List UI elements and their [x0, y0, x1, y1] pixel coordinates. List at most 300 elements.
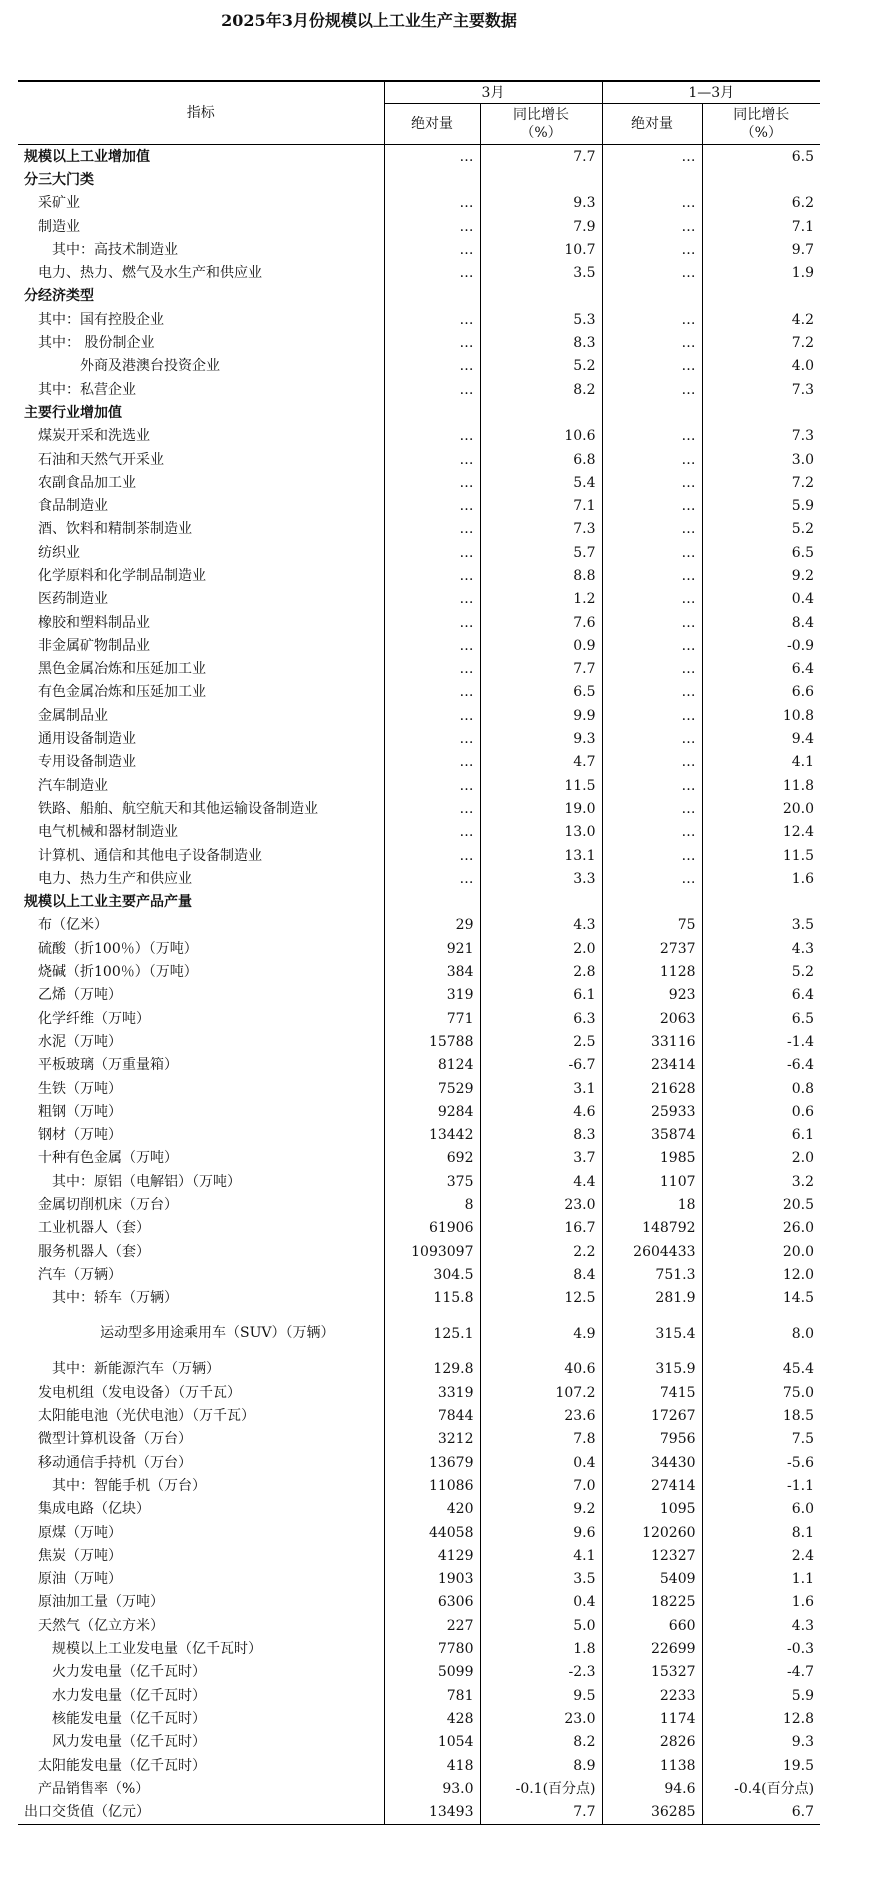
row-label: 产品销售率（%） [38, 1780, 150, 1797]
march-growth-value: 4.4 [480, 1170, 602, 1193]
ytd-absolute-value: … [602, 727, 702, 750]
row-label: 非金属矿物制品业 [38, 637, 150, 654]
ytd-growth-value: 5.2 [702, 518, 820, 541]
table-row [18, 681, 820, 704]
march-growth-value: 7.8 [480, 1428, 602, 1451]
table-row [18, 1521, 820, 1544]
ytd-growth-value: 0.6 [702, 1100, 820, 1123]
march-growth-value: 8.3 [480, 1123, 602, 1146]
table-row [18, 960, 820, 983]
march-absolute-value: … [384, 518, 480, 541]
table-row [18, 1310, 820, 1358]
march-absolute-value: 93.0 [384, 1777, 480, 1800]
march-growth-value: 40.6 [480, 1358, 602, 1381]
row-label: 太阳能发电量（亿千瓦时） [38, 1757, 206, 1774]
row-label: 规模以上工业主要产品产量 [24, 894, 192, 911]
ytd-growth-value: 6.5 [702, 1007, 820, 1030]
march-growth-header [480, 104, 602, 145]
ytd-growth-value: 3.2 [702, 1170, 820, 1193]
ytd-growth-value: 6.5 [702, 541, 820, 564]
march-absolute-value: … [384, 751, 480, 774]
march-absolute-value: … [384, 727, 480, 750]
march-growth-value: 2.2 [480, 1240, 602, 1263]
ytd-absolute-value: 7956 [602, 1428, 702, 1451]
table-row [18, 588, 820, 611]
table-row [18, 285, 820, 308]
ytd-growth-value: 7.2 [702, 471, 820, 494]
table-row [18, 1428, 820, 1451]
ytd-growth-value: 3.5 [702, 914, 820, 937]
march-growth-value: 4.9 [480, 1310, 602, 1358]
ytd-growth-value: 2.0 [702, 1147, 820, 1170]
row-label: 石油和天然气开采业 [38, 451, 164, 468]
table-row [18, 1358, 820, 1381]
march-absolute-value: … [384, 797, 480, 820]
ytd-absolute-value: … [602, 425, 702, 448]
march-growth-value: 9.5 [480, 1684, 602, 1707]
march-absolute-value: … [384, 681, 480, 704]
ytd-absolute-value: … [602, 821, 702, 844]
march-growth-value: 8.3 [480, 331, 602, 354]
table-row [18, 331, 820, 354]
table-row [18, 1637, 820, 1660]
row-label: 其中：高技术制造业 [52, 241, 178, 258]
march-absolute-value: 15788 [384, 1030, 480, 1053]
march-absolute-value: 3212 [384, 1428, 480, 1451]
row-label: 火力发电量（亿千瓦时） [52, 1664, 206, 1681]
march-growth-value: 8.2 [480, 1731, 602, 1754]
table-row [18, 1054, 820, 1077]
ytd-growth-value: -4.7 [702, 1661, 820, 1684]
row-label: 计算机、通信和其他电子设备制造业 [38, 847, 262, 864]
ytd-absolute-value: 27414 [602, 1474, 702, 1497]
march-absolute-value: 692 [384, 1147, 480, 1170]
ytd-absolute-value: … [602, 634, 702, 657]
table-row [18, 867, 820, 890]
table-row [18, 1661, 820, 1684]
ytd-growth-value: 9.7 [702, 238, 820, 261]
march-absolute-value: 304.5 [384, 1263, 480, 1286]
march-growth-value: 8.9 [480, 1754, 602, 1777]
march-growth-value: 0.9 [480, 634, 602, 657]
ytd-absolute-value: … [602, 774, 702, 797]
table-row [18, 1474, 820, 1497]
row-label: 主要行业增加值 [24, 404, 122, 421]
row-label: 其中： 股份制企业 [38, 335, 155, 352]
row-label: 平板玻璃（万重量箱） [38, 1057, 178, 1074]
table-body [18, 145, 820, 1825]
march-growth-value: 4.6 [480, 1100, 602, 1123]
march-absolute-value: … [384, 425, 480, 448]
ytd-growth-value: 3.0 [702, 448, 820, 471]
row-label: 布（亿米） [38, 917, 108, 934]
march-absolute-value: 9284 [384, 1100, 480, 1123]
table-row [18, 1707, 820, 1730]
march-absolute-value: … [384, 821, 480, 844]
row-label: 乙烯（万吨） [38, 987, 122, 1004]
ytd-growth-value: 4.2 [702, 308, 820, 331]
march-absolute-value: 7844 [384, 1404, 480, 1427]
row-label: 移动通信手持机（万台） [38, 1454, 192, 1471]
march-absolute-value: … [384, 658, 480, 681]
table-row [18, 425, 820, 448]
ytd-absolute-header: 绝对量 [602, 104, 702, 145]
table-row [18, 541, 820, 564]
march-absolute-value: … [384, 145, 480, 169]
march-absolute-value: … [384, 541, 480, 564]
row-label: 电力、热力、燃气及水生产和供应业 [38, 265, 262, 282]
march-header: 3月 [384, 81, 602, 104]
table-row [18, 215, 820, 238]
march-absolute-value: … [384, 611, 480, 634]
ytd-growth-value: 26.0 [702, 1217, 820, 1240]
ytd-growth-value: 12.4 [702, 821, 820, 844]
row-label: 其中：原铝（电解铝）（万吨） [52, 1173, 241, 1190]
ytd-growth-value: 6.4 [702, 984, 820, 1007]
march-growth-value: 7.7 [480, 145, 602, 169]
table-row [18, 564, 820, 587]
march-growth-value: 107.2 [480, 1381, 602, 1404]
row-label: 生铁（万吨） [38, 1080, 122, 1097]
march-growth-value: 19.0 [480, 797, 602, 820]
march-growth-value: 10.6 [480, 425, 602, 448]
table-row [18, 984, 820, 1007]
march-growth-value: 7.9 [480, 215, 602, 238]
table-row [18, 1287, 820, 1310]
row-label: 其中：智能手机（万台） [52, 1477, 206, 1494]
ytd-growth-value: 6.0 [702, 1498, 820, 1521]
ytd-growth-value: 6.7 [702, 1800, 820, 1824]
march-absolute-value [384, 168, 480, 191]
table-row [18, 1544, 820, 1567]
march-growth-value: 6.1 [480, 984, 602, 1007]
ytd-growth-value: 5.9 [702, 494, 820, 517]
march-growth-value: 3.1 [480, 1077, 602, 1100]
march-absolute-value: 13679 [384, 1451, 480, 1474]
ytd-growth-value: 8.1 [702, 1521, 820, 1544]
march-growth-value: 5.3 [480, 308, 602, 331]
march-growth-value: 8.8 [480, 564, 602, 587]
ytd-absolute-value: 1174 [602, 1707, 702, 1730]
march-absolute-value [384, 401, 480, 424]
ytd-absolute-value: 751.3 [602, 1263, 702, 1286]
ytd-growth-value: 1.9 [702, 261, 820, 284]
ytd-absolute-value: … [602, 541, 702, 564]
ytd-growth-value: 4.3 [702, 937, 820, 960]
ytd-growth-value: 20.5 [702, 1193, 820, 1216]
row-label: 十种有色金属（万吨） [38, 1150, 178, 1167]
march-absolute-value: 8 [384, 1193, 480, 1216]
march-growth-value: 7.7 [480, 658, 602, 681]
ytd-absolute-value: … [602, 867, 702, 890]
march-growth-value: 5.4 [480, 471, 602, 494]
ytd-growth-value: 7.3 [702, 425, 820, 448]
table-row [18, 1147, 820, 1170]
ytd-absolute-value: 2604433 [602, 1240, 702, 1263]
ytd-growth-value [702, 401, 820, 424]
march-growth-value: -6.7 [480, 1054, 602, 1077]
march-absolute-value: … [384, 704, 480, 727]
ytd-growth-value: 12.8 [702, 1707, 820, 1730]
table-row [18, 1030, 820, 1053]
march-absolute-value: … [384, 774, 480, 797]
march-growth-value: 10.7 [480, 238, 602, 261]
ytd-growth-value: 8.4 [702, 611, 820, 634]
march-absolute-value: … [384, 261, 480, 284]
ytd-absolute-value: … [602, 261, 702, 284]
march-absolute-value: … [384, 844, 480, 867]
march-growth-value: 9.6 [480, 1521, 602, 1544]
ytd-absolute-value: … [602, 145, 702, 169]
march-growth-value: 3.7 [480, 1147, 602, 1170]
table-row [18, 448, 820, 471]
march-absolute-value: 13493 [384, 1800, 480, 1824]
row-label: 其中：国有控股企业 [38, 311, 164, 328]
march-growth-value: 13.0 [480, 821, 602, 844]
row-label: 其中：私营企业 [38, 381, 136, 398]
ytd-absolute-value: 1138 [602, 1754, 702, 1777]
march-absolute-value: 11086 [384, 1474, 480, 1497]
ytd-growth-value: 9.4 [702, 727, 820, 750]
growth-header-line2: （%） [520, 125, 562, 141]
march-growth-value: 16.7 [480, 1217, 602, 1240]
row-label: 水泥（万吨） [38, 1033, 122, 1050]
row-label: 有色金属冶炼和压延加工业 [38, 684, 206, 701]
ytd-absolute-value: 12327 [602, 1544, 702, 1567]
march-growth-value: -0.1(百分点) [480, 1777, 602, 1800]
table-row [18, 238, 820, 261]
ytd-absolute-value: … [602, 681, 702, 704]
march-absolute-value: … [384, 588, 480, 611]
ytd-growth-value: 18.5 [702, 1404, 820, 1427]
march-absolute-value: 4129 [384, 1544, 480, 1567]
march-growth-value: 3.5 [480, 261, 602, 284]
row-label: 服务机器人（套） [38, 1243, 150, 1260]
march-absolute-value: … [384, 355, 480, 378]
table-row [18, 611, 820, 634]
table-row [18, 1731, 820, 1754]
table-row [18, 1100, 820, 1123]
ytd-absolute-value: 22699 [602, 1637, 702, 1660]
row-label: 焦炭（万吨） [38, 1547, 122, 1564]
march-growth-value: 7.0 [480, 1474, 602, 1497]
ytd-absolute-value: … [602, 471, 702, 494]
ytd-growth-value [702, 285, 820, 308]
ytd-absolute-value: 2063 [602, 1007, 702, 1030]
table-row [18, 727, 820, 750]
ytd-growth-value: 75.0 [702, 1381, 820, 1404]
ytd-absolute-value: 1128 [602, 960, 702, 983]
row-label: 采矿业 [38, 195, 80, 212]
row-label: 黑色金属冶炼和压延加工业 [38, 661, 206, 678]
march-growth-value: 3.5 [480, 1568, 602, 1591]
march-growth-value: 4.3 [480, 914, 602, 937]
ytd-absolute-value: … [602, 355, 702, 378]
ytd-absolute-value: … [602, 238, 702, 261]
industrial-data-table [18, 80, 820, 1825]
march-growth-value: 9.3 [480, 192, 602, 215]
march-absolute-value: … [384, 564, 480, 587]
ytd-absolute-value: 33116 [602, 1030, 702, 1053]
march-absolute-value: … [384, 634, 480, 657]
march-absolute-value: 5099 [384, 1661, 480, 1684]
ytd-growth-value: 4.3 [702, 1614, 820, 1637]
row-label: 集成电路（亿块） [38, 1501, 150, 1518]
ytd-growth-value [702, 891, 820, 914]
ytd-absolute-value: 148792 [602, 1217, 702, 1240]
row-label: 汽车（万辆） [38, 1266, 122, 1283]
growth-header-line2: （%） [740, 125, 782, 141]
ytd-absolute-value: … [602, 588, 702, 611]
row-label: 太阳能电池（光伏电池）（万千瓦） [38, 1408, 255, 1425]
ytd-growth-value: -0.3 [702, 1637, 820, 1660]
row-label: 煤炭开采和洗选业 [38, 428, 150, 445]
march-growth-value: 2.8 [480, 960, 602, 983]
march-absolute-value: 13442 [384, 1123, 480, 1146]
table-row [18, 937, 820, 960]
march-growth-value: 7.1 [480, 494, 602, 517]
ytd-absolute-value: 34430 [602, 1451, 702, 1474]
march-absolute-value [384, 285, 480, 308]
table-row [18, 355, 820, 378]
march-absolute-value: … [384, 448, 480, 471]
march-absolute-value: 384 [384, 960, 480, 983]
table-row [18, 1170, 820, 1193]
march-absolute-value: 129.8 [384, 1358, 480, 1381]
row-label: 工业机器人（套） [38, 1220, 150, 1237]
ytd-absolute-value: … [602, 331, 702, 354]
march-absolute-value [384, 891, 480, 914]
ytd-growth-value: 4.0 [702, 355, 820, 378]
row-label: 钢材（万吨） [38, 1127, 122, 1144]
march-absolute-value: … [384, 494, 480, 517]
ytd-absolute-value: 660 [602, 1614, 702, 1637]
march-growth-value: 7.7 [480, 1800, 602, 1824]
row-label: 铁路、船舶、航空航天和其他运输设备制造业 [38, 800, 318, 817]
march-absolute-value: 781 [384, 1684, 480, 1707]
march-absolute-value: … [384, 471, 480, 494]
ytd-growth-value: 11.5 [702, 844, 820, 867]
ytd-absolute-value: … [602, 658, 702, 681]
ytd-growth-value: 9.3 [702, 1731, 820, 1754]
march-growth-value: 6.5 [480, 681, 602, 704]
ytd-absolute-value: 18 [602, 1193, 702, 1216]
row-label: 电力、热力生产和供应业 [38, 870, 192, 887]
ytd-growth-header [702, 104, 820, 145]
march-growth-value: 7.6 [480, 611, 602, 634]
table-row [18, 1240, 820, 1263]
march-growth-value: 9.9 [480, 704, 602, 727]
table-row [18, 1451, 820, 1474]
table-row [18, 1800, 820, 1824]
ytd-absolute-value: … [602, 378, 702, 401]
table-row [18, 658, 820, 681]
table-row [18, 1777, 820, 1800]
ytd-absolute-value: … [602, 192, 702, 215]
row-label: 通用设备制造业 [38, 731, 136, 748]
march-growth-value: 23.0 [480, 1707, 602, 1730]
table-row [18, 704, 820, 727]
ytd-absolute-value: 315.4 [602, 1310, 702, 1358]
ytd-growth-value: 2.4 [702, 1544, 820, 1567]
ytd-growth-value: 1.6 [702, 867, 820, 890]
ytd-growth-value: -0.9 [702, 634, 820, 657]
ytd-absolute-value: 5409 [602, 1568, 702, 1591]
ytd-absolute-value: 25933 [602, 1100, 702, 1123]
march-growth-value [480, 401, 602, 424]
row-label: 其中：新能源汽车（万辆） [52, 1361, 220, 1378]
table-row [18, 1498, 820, 1521]
row-label: 硫酸（折100％）（万吨） [38, 940, 198, 957]
march-growth-value: 5.2 [480, 355, 602, 378]
march-absolute-value: 61906 [384, 1217, 480, 1240]
ytd-absolute-value [602, 891, 702, 914]
march-absolute-value: 375 [384, 1170, 480, 1193]
march-growth-value: 11.5 [480, 774, 602, 797]
ytd-absolute-value: … [602, 751, 702, 774]
table-row [18, 168, 820, 191]
march-growth-value: 8.4 [480, 1263, 602, 1286]
table-row [18, 378, 820, 401]
ytd-absolute-value [602, 285, 702, 308]
growth-header-line1: 同比增长 [733, 107, 790, 123]
ytd-absolute-value: … [602, 494, 702, 517]
table-row [18, 1614, 820, 1637]
march-absolute-value: 428 [384, 1707, 480, 1730]
table-row [18, 1568, 820, 1591]
table-row [18, 1077, 820, 1100]
march-absolute-value: 227 [384, 1614, 480, 1637]
ytd-growth-value: -1.1 [702, 1474, 820, 1497]
march-absolute-value: … [384, 238, 480, 261]
ytd-absolute-value [602, 168, 702, 191]
row-label: 汽车制造业 [38, 777, 108, 794]
ytd-growth-value: 7.1 [702, 215, 820, 238]
table-row [18, 1684, 820, 1707]
row-label: 食品制造业 [38, 498, 108, 515]
row-label: 化学纤维（万吨） [38, 1010, 150, 1027]
ytd-absolute-value: 2737 [602, 937, 702, 960]
march-absolute-value: … [384, 378, 480, 401]
march-absolute-value: 115.8 [384, 1287, 480, 1310]
ytd-absolute-value: … [602, 704, 702, 727]
row-label: 核能发电量（亿千瓦时） [52, 1710, 206, 1727]
march-growth-value: 4.1 [480, 1544, 602, 1567]
indicator-header: 指标 [18, 81, 384, 145]
row-label: 医药制造业 [38, 591, 108, 608]
march-growth-value: 3.3 [480, 867, 602, 890]
ytd-growth-value: 20.0 [702, 1240, 820, 1263]
ytd-absolute-value: 7415 [602, 1381, 702, 1404]
row-label: 水力发电量（亿千瓦时） [52, 1687, 206, 1704]
row-label: 酒、饮料和精制茶制造业 [38, 521, 192, 538]
ytd-absolute-value: 1095 [602, 1498, 702, 1521]
table-row [18, 1263, 820, 1286]
ytd-growth-value: 6.5 [702, 145, 820, 169]
ytd-growth-value: 6.1 [702, 1123, 820, 1146]
ytd-growth-value: 19.5 [702, 1754, 820, 1777]
table-row [18, 634, 820, 657]
ytd-growth-value: 20.0 [702, 797, 820, 820]
march-growth-value: 9.2 [480, 1498, 602, 1521]
march-growth-value: 6.8 [480, 448, 602, 471]
ytd-growth-value: 0.8 [702, 1077, 820, 1100]
table-row [18, 891, 820, 914]
ytd-absolute-value: … [602, 308, 702, 331]
march-absolute-value: 7529 [384, 1077, 480, 1100]
page-title: 2025年3月份规模以上工业生产主要数据 [221, 11, 517, 30]
row-label: 原煤（万吨） [38, 1524, 122, 1541]
